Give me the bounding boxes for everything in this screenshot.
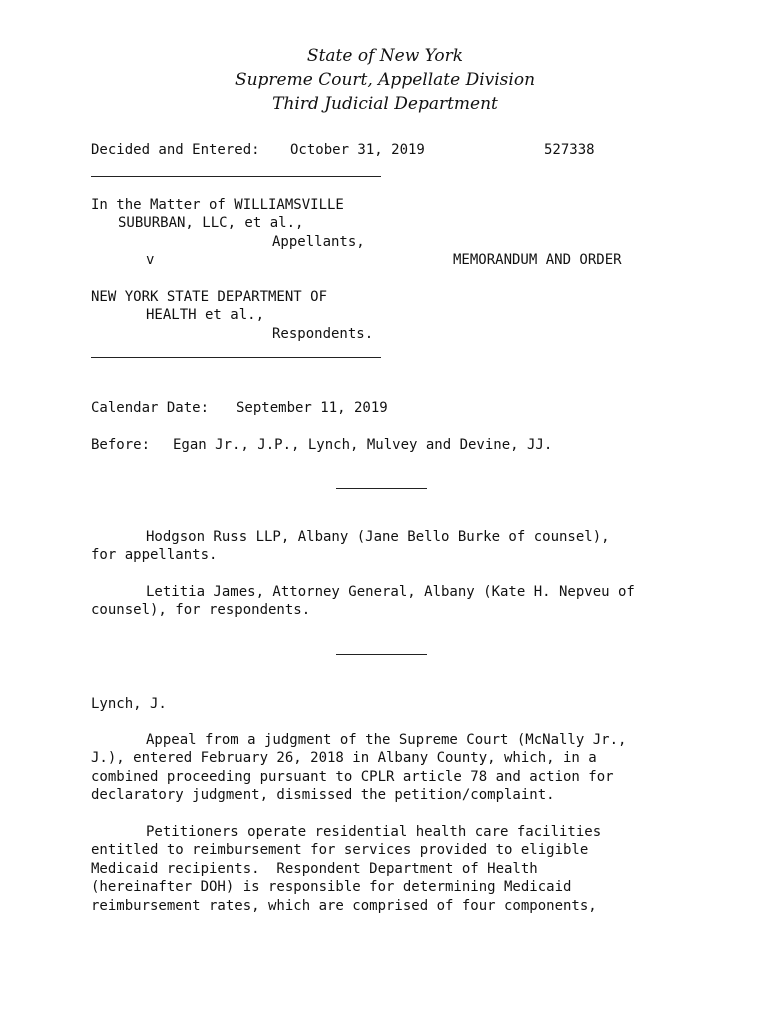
counsel-appellants-line-2: for appellants.: [91, 547, 218, 563]
court-department: Third Judicial Department: [272, 94, 498, 114]
calendar-label: Calendar Date:: [91, 400, 210, 416]
decided-date: October 31, 2019: [290, 142, 425, 158]
petitioner-line-2: SUBURBAN, LLC, et al.,: [118, 215, 304, 231]
petitioner-role: Appellants,: [272, 234, 365, 250]
court-name: Supreme Court, Appellate Division: [234, 70, 536, 90]
paragraph-2-line-2: entitled to reimbursement for services provided to eligible: [91, 842, 589, 858]
document-type: MEMORANDUM AND ORDER: [453, 252, 622, 268]
respondent-line-1: NEW YORK STATE DEPARTMENT OF: [91, 289, 328, 305]
paragraph-1-line-4: declaratory judgment, dismissed the petition/complaint.: [91, 787, 555, 803]
counsel-appellants-line-1: Hodgson Russ LLP, Albany (Jane Bello Burke of counsel),: [146, 529, 610, 545]
counsel-respondents-line-1: Letitia James, Attorney General, Albany (Kate H. Nepveu of: [146, 584, 635, 600]
docket-number: 527338: [544, 142, 595, 158]
before-justices: Egan Jr., J.P., Lynch, Mulvey and Devine, JJ.: [173, 437, 553, 453]
decided-label: Decided and Entered:: [91, 142, 260, 158]
caption-top-rule: [91, 176, 381, 177]
counsel-respondents-line-2: counsel), for respondents.: [91, 602, 311, 618]
respondent-line-2: HEALTH et al.,: [146, 307, 265, 323]
paragraph-2-line-5: reimbursement rates, which are comprised of four components,: [91, 898, 597, 914]
court-state: State of New York: [306, 46, 464, 66]
paragraph-1-line-1: Appeal from a judgment of the Supreme Court (McNally Jr.,: [146, 732, 627, 748]
before-label: Before:: [91, 437, 151, 453]
paragraph-2-line-3: Medicaid recipients. Respondent Department of Health: [91, 861, 538, 877]
paragraph-2-line-1: Petitioners operate residential health care facilities: [146, 824, 602, 840]
caption-bottom-rule: [91, 357, 381, 358]
petitioner-line-1: In the Matter of WILLIAMSVILLE: [91, 197, 344, 213]
section-divider-2: [336, 654, 427, 655]
calendar-date: September 11, 2019: [236, 400, 388, 416]
paragraph-1-line-3: combined proceeding pursuant to CPLR article 78 and action for: [91, 769, 614, 785]
respondent-role: Respondents.: [272, 326, 374, 342]
paragraph-1-line-2: J.), entered February 26, 2018 in Albany County, which, in a: [91, 750, 597, 766]
paragraph-2-line-4: (hereinafter DOH) is responsible for determining Medicaid: [91, 879, 572, 895]
opinion-author: Lynch, J.: [91, 696, 167, 712]
section-divider-1: [336, 488, 427, 489]
versus: v: [146, 252, 155, 268]
